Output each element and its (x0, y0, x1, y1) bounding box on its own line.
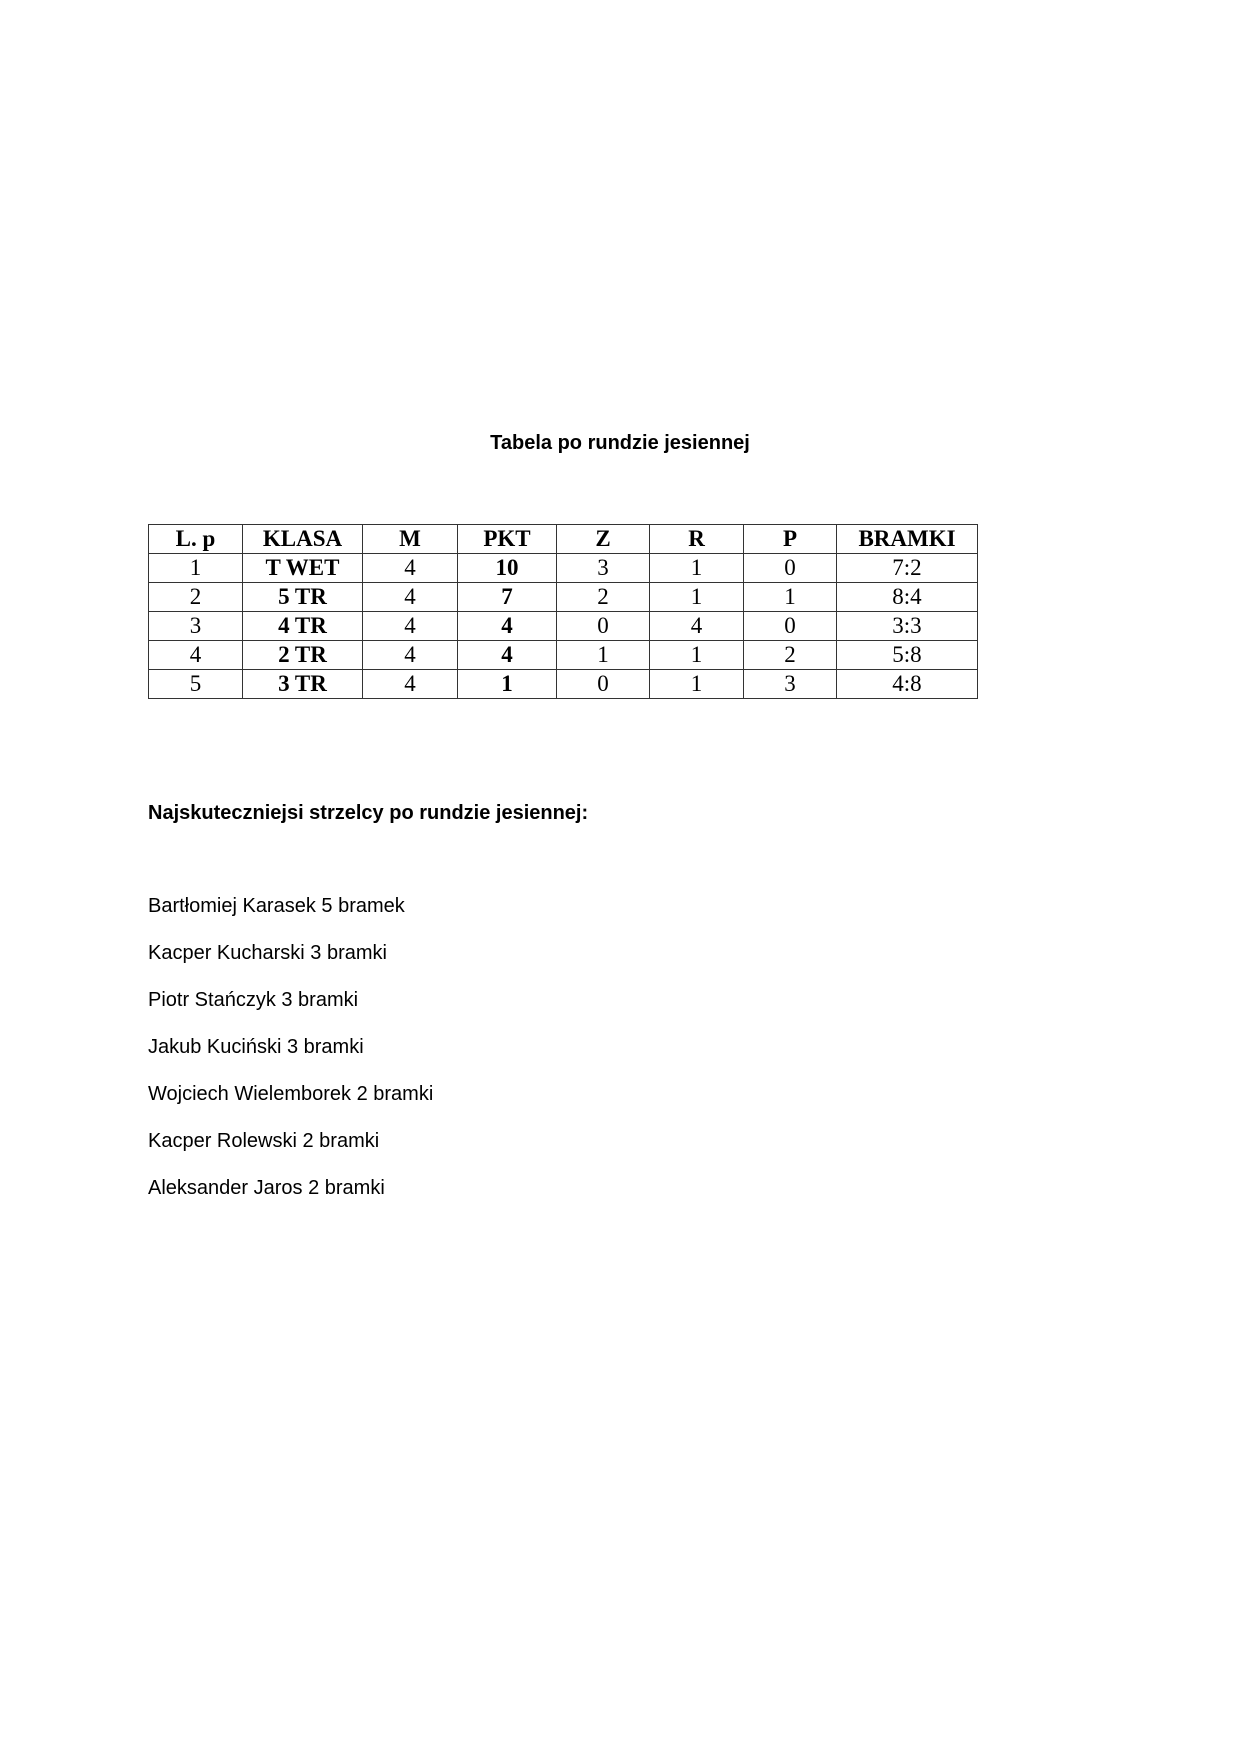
cell-bramki: 5:8 (837, 641, 978, 670)
cell-r: 4 (650, 612, 744, 641)
page-title: Tabela po rundzie jesiennej (490, 432, 750, 454)
cell-klasa: T WET (243, 554, 363, 583)
scorer-item: Kacper Kucharski 3 bramki (148, 942, 387, 964)
scorer-item: Kacper Rolewski 2 bramki (148, 1130, 380, 1152)
header-pkt: PKT (458, 525, 557, 554)
header-bramki: BRAMKI (837, 525, 978, 554)
cell-bramki: 4:8 (837, 670, 978, 699)
scorer-item: Wojciech Wielemborek 2 bramki (148, 1083, 434, 1105)
cell-p: 0 (744, 612, 837, 641)
scorers-list (148, 893, 433, 1222)
cell-p: 1 (744, 583, 837, 612)
cell-pkt: 10 (458, 554, 557, 583)
cell-pkt: 1 (458, 670, 557, 699)
cell-z: 0 (557, 670, 650, 699)
cell-lp: 5 (149, 670, 243, 699)
scorer-item: Jakub Kuciński 3 bramki (148, 1036, 364, 1058)
header-lp: L. p (149, 525, 243, 554)
cell-klasa: 3 TR (243, 670, 363, 699)
cell-z: 2 (557, 583, 650, 612)
header-z: Z (557, 525, 650, 554)
cell-r: 1 (650, 670, 744, 699)
cell-bramki: 7:2 (837, 554, 978, 583)
cell-m: 4 (363, 583, 458, 612)
scorers-heading: Najskuteczniejsi strzelcy po rundzie jesiennej: (148, 802, 589, 824)
scorer-item: Aleksander Jaros 2 bramki (148, 1177, 385, 1199)
cell-r: 1 (650, 554, 744, 583)
cell-m: 4 (363, 612, 458, 641)
cell-m: 4 (363, 554, 458, 583)
cell-p: 3 (744, 670, 837, 699)
scorer-item: Bartłomiej Karasek 5 bramek (148, 895, 405, 917)
cell-lp: 3 (149, 612, 243, 641)
cell-klasa: 5 TR (243, 583, 363, 612)
table-row (149, 583, 978, 612)
cell-m: 4 (363, 641, 458, 670)
cell-lp: 4 (149, 641, 243, 670)
table-row (149, 641, 978, 670)
cell-pkt: 4 (458, 641, 557, 670)
cell-m: 4 (363, 670, 458, 699)
cell-bramki: 3:3 (837, 612, 978, 641)
cell-p: 2 (744, 641, 837, 670)
cell-klasa: 2 TR (243, 641, 363, 670)
scorer-item: Piotr Stańczyk 3 bramki (148, 989, 359, 1011)
header-m: M (363, 525, 458, 554)
header-klasa: KLASA (243, 525, 363, 554)
table-header-row (149, 525, 978, 554)
cell-klasa: 4 TR (243, 612, 363, 641)
cell-p: 0 (744, 554, 837, 583)
table-row (149, 554, 978, 583)
cell-bramki: 8:4 (837, 583, 978, 612)
cell-lp: 2 (149, 583, 243, 612)
cell-r: 1 (650, 583, 744, 612)
header-p: P (744, 525, 837, 554)
standings-table (148, 524, 978, 699)
cell-z: 3 (557, 554, 650, 583)
cell-pkt: 7 (458, 583, 557, 612)
table-row (149, 670, 978, 699)
cell-r: 1 (650, 641, 744, 670)
cell-lp: 1 (149, 554, 243, 583)
cell-z: 0 (557, 612, 650, 641)
header-r: R (650, 525, 744, 554)
cell-z: 1 (557, 641, 650, 670)
table-row (149, 612, 978, 641)
cell-pkt: 4 (458, 612, 557, 641)
